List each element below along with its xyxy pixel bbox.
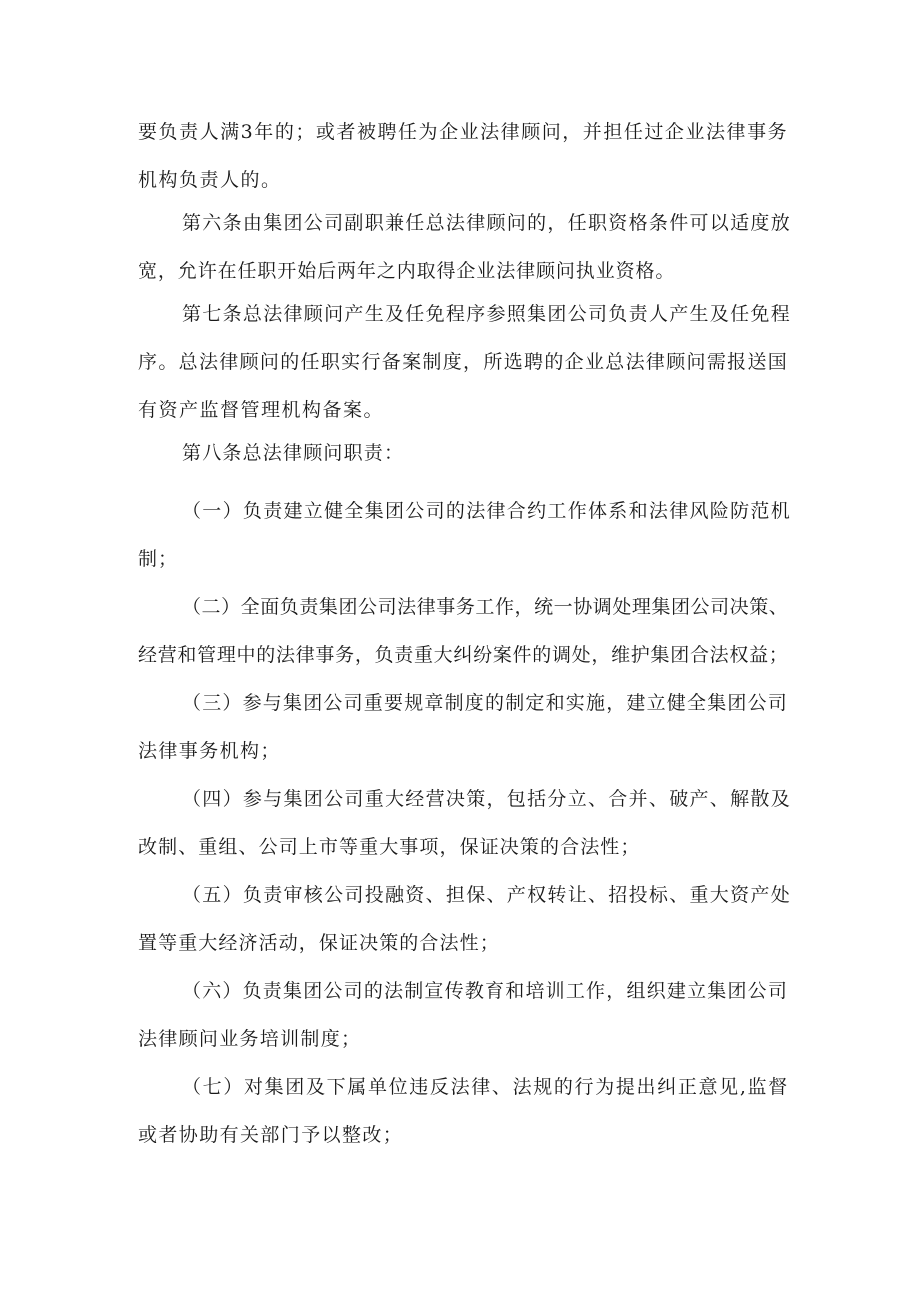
text-line: 宽，允许在任职开始后两年之内取得企业法律顾问执业资格。	[138, 260, 676, 282]
duty-item-7: （七）对集团及下属单位违反法律、法规的行为提出纠正意见,监督	[182, 1076, 788, 1098]
duty-item-3: （三）参与集团公司重要规章制度的制定和实施，建立健全集团公司	[182, 692, 789, 714]
text-line: 经营和管理中的法律事务，负责重大纠纷案件的调处，维护集团合法权益；	[138, 644, 788, 666]
text-line: 改制、重组、公司上市等重大事项，保证决策的合法性；	[138, 836, 641, 858]
duty-item-4: （四）参与集团公司重大经营决策，包括分立、合并、破产、解散及	[182, 788, 792, 810]
duty-item-5: （五）负责审核公司投融资、担保、产权转让、招投标、重大资产处	[182, 884, 792, 906]
duty-item-2: （二）全面负责集团公司法律事务工作，统一协调处理集团公司决策、	[182, 596, 788, 618]
article-8-heading: 第八条总法律顾问职责：	[182, 442, 405, 464]
duty-item-6: （六）负责集团公司的法制宣传教育和培训工作，组织建立集团公司	[182, 980, 788, 1002]
text-line: 或者协助有关部门予以整改；	[138, 1124, 404, 1146]
duty-item-1: （一）负责建立健全集团公司的法律合约工作体系和法律风险防范机	[182, 500, 792, 522]
text-line: 法律顾问业务培训制度；	[138, 1028, 362, 1050]
text-line: 有资产监督管理机构备案。	[138, 399, 385, 421]
text-line: 置等重大经济活动，保证决策的合法性；	[138, 932, 500, 954]
text-line: 序。总法律顾问的任职实行备案制度，所选聘的企业总法律顾问需报送国	[138, 351, 788, 373]
article-6-start: 第六条由集团公司副职兼任总法律顾问的，任职资格条件可以适度放	[182, 212, 792, 234]
text-line: 法律事务机构；	[138, 740, 281, 762]
text-line: 制；	[138, 548, 179, 570]
text-line: 机构负责人的。	[138, 169, 282, 191]
article-7-start: 第七条总法律顾问产生及任免程序参照集团公司负责人产生及任免程	[182, 303, 792, 325]
text-line: 要负责人满3年的；或者被聘任为企业法律顾问，并担任过企业法律事务	[138, 121, 788, 143]
